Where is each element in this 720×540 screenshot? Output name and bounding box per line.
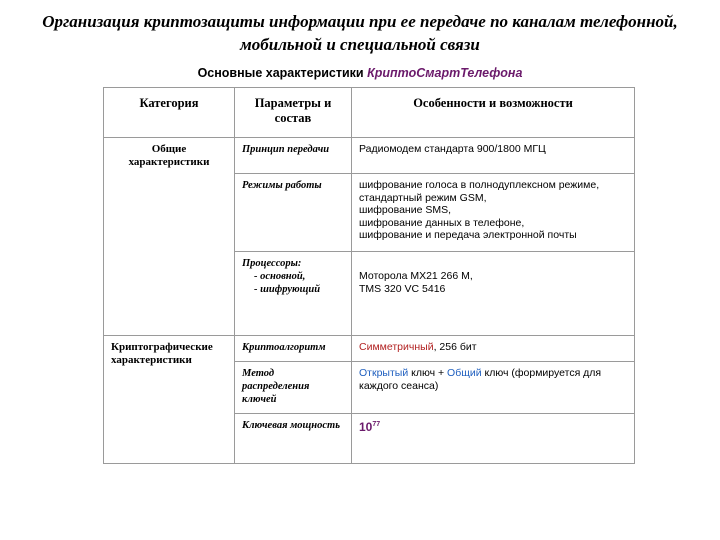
value-modes xyxy=(352,174,635,252)
processor-crypt-label: - шифрующий xyxy=(254,284,321,295)
param-algorithm: Криптоалгоритм xyxy=(235,336,352,362)
key-rest: ключ (формируется для каждого сеанса) xyxy=(359,367,602,392)
processors-label: Процессоры: xyxy=(242,258,302,269)
param-key-distribution: Метод распределения ключей xyxy=(235,362,352,414)
algorithm-bits: , 256 бит xyxy=(433,341,477,353)
mode-item: шифрование и передача электронной почты xyxy=(359,229,577,241)
characteristics-table xyxy=(103,87,635,464)
processor-crypt-value: TMS 320 VC 5416 xyxy=(359,282,446,295)
processor-main-label: - основной, xyxy=(254,271,306,282)
key-plus: ключ + xyxy=(408,367,448,379)
param-principle: Принцип передачи xyxy=(235,138,352,174)
mode-item: шифрование голоса в полнодуплексном режиме, xyxy=(359,179,600,191)
header-features: Особенности и возможности xyxy=(352,88,635,138)
value-principle: Радиомодем стандарта 900/1800 МГЦ xyxy=(352,138,635,174)
table-header-row xyxy=(104,88,635,138)
key-power-base: 10 xyxy=(359,420,373,434)
header-category: Категория xyxy=(104,88,235,138)
table-caption xyxy=(0,66,720,80)
mode-item: шифрование данных в телефоне, xyxy=(359,216,525,229)
page-title-line-2: мобильной и специальной связи xyxy=(240,35,480,54)
table-row xyxy=(104,336,635,362)
page-title xyxy=(0,10,720,56)
key-open: Открытый xyxy=(359,367,409,379)
value-key-power xyxy=(352,414,635,464)
key-power-value xyxy=(359,420,380,434)
param-key-power: Ключевая мощность xyxy=(235,414,352,464)
algorithm-type: Симметричный xyxy=(359,341,434,353)
key-common: Общий xyxy=(447,367,482,379)
category-crypto: Криптографические характеристики xyxy=(104,336,235,464)
param-modes: Режимы работы xyxy=(235,174,352,252)
value-processors xyxy=(352,252,635,336)
param-processors xyxy=(235,252,352,336)
table-row xyxy=(104,138,635,174)
key-power-exponent: 77 xyxy=(372,421,381,428)
processor-main-value: Моторола MX21 266 M, xyxy=(359,270,473,282)
category-general: Общие характеристики xyxy=(104,138,235,336)
header-parameters: Параметры и состав xyxy=(235,88,352,138)
value-key-distribution xyxy=(352,362,635,414)
page-title-line-1: Организация криптозащиты информации при ее передаче по каналам телефонной, xyxy=(42,12,678,31)
caption-prefix: Основные характеристики xyxy=(197,66,368,80)
mode-item: шифрование SMS, xyxy=(359,204,451,216)
product-name: КриптоСмартТелефона xyxy=(367,66,523,80)
value-algorithm xyxy=(352,336,635,362)
mode-item: стандартный режим GSM, xyxy=(359,191,487,204)
